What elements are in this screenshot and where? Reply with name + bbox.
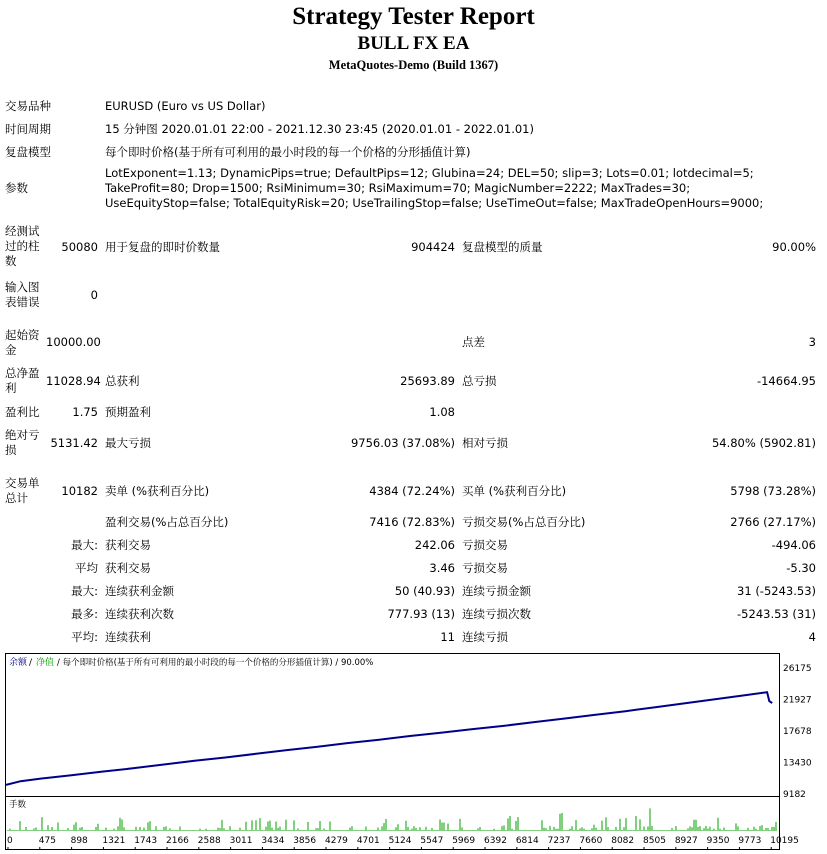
spread-label: 点差: [462, 335, 485, 349]
maximal-label: 最多:: [71, 607, 98, 621]
x-tick-label: 2166: [166, 836, 189, 846]
params-value: LotExponent=1.13; DynamicPips=true; DefaultPips=12; Glubina=24; DEL=50; slip=3; Lots=0.01; lotdecimal=5; TakeProfit=80; Drop=1500; RsiMinimum=30; RsiMaximum=70; MagicNumber=2222; MaxTrades=30; UseEquityStop=false; TotalEquityRisk=20; UseTrailingStop=false; UseTimeOut=false; MaxTradeOpenHours=9000;: [105, 166, 764, 210]
x-tick-label: 10195: [770, 836, 799, 846]
largest-profit-value: 242.06: [414, 538, 455, 552]
legend-equity: 净值: [36, 658, 55, 668]
avg-consecutive-wins-value: 11: [440, 630, 455, 644]
deposit-label: 起始资金: [5, 328, 40, 357]
max-consecutive-losses-label: 连续亏损金额: [462, 584, 531, 598]
net-profit-value: 11028.94: [46, 374, 101, 388]
balance-chart: [5, 653, 822, 850]
avg-consecutive-label: 平均:: [71, 630, 98, 644]
profit-trades-label: 盈利交易(%占总百分比): [105, 515, 229, 529]
average-loss-value: -5.30: [786, 561, 816, 575]
max-drawdown-value: 9756.03 (37.08%): [350, 436, 455, 450]
x-tick-label: 0: [7, 836, 13, 846]
y-tick-label: 9182: [783, 790, 806, 800]
x-tick-label: 5124: [388, 836, 412, 846]
profit-factor-label: 盈利比: [5, 405, 40, 419]
long-positions-label: 买单 (%获利百分比): [462, 484, 567, 498]
symbol-value: EURUSD (Euro vs US Dollar): [105, 99, 266, 113]
x-tick-label: 4701: [356, 836, 380, 846]
profit-trades-value: 7416 (72.83%): [369, 515, 455, 529]
y-tick-label: 17678: [783, 727, 812, 737]
x-tick-label: 6814: [515, 836, 539, 846]
x-tick-label: 475: [38, 836, 56, 846]
average-loss-label: 亏损交易: [462, 561, 508, 575]
max-consecutive-wins-value: 50 (40.93): [394, 584, 455, 598]
quality-value: 90.00%: [772, 240, 816, 254]
x-tick-label: 1743: [134, 836, 158, 846]
maximum-label: 最大:: [71, 584, 98, 598]
x-tick-label: 8505: [643, 836, 666, 846]
avg-consecutive-losses-label: 连续亏损: [462, 630, 508, 644]
errors-value: 0: [90, 288, 98, 302]
loss-trades-value: 2766 (27.17%): [730, 515, 816, 529]
profit-factor-value: 1.75: [72, 405, 98, 419]
net-profit-label: 总净盈利: [5, 366, 40, 395]
gross-profit-value: 25693.89: [400, 374, 455, 388]
relative-drawdown-label: 相对亏损: [462, 436, 508, 450]
x-tick-label: 1321: [102, 836, 126, 846]
x-tick-label: 3856: [293, 836, 317, 846]
short-positions-value: 4384 (72.24%): [369, 484, 455, 498]
bars-label: 经测试过的柱数: [5, 224, 40, 268]
y-tick-label: 21927: [783, 695, 812, 706]
x-tick-label: 3011: [229, 836, 253, 846]
period-label: 时间周期: [5, 122, 51, 136]
server-build: MetaQuotes-Demo (Build 1367): [328, 58, 499, 72]
deposit-value: 10000.00: [46, 335, 101, 349]
maximal-consecutive-profit-label: 连续获利次数: [105, 607, 174, 621]
x-tick-label: 4279: [325, 836, 348, 846]
x-tick-label: 898: [70, 836, 88, 846]
x-tick-label: 8927: [674, 836, 698, 846]
report-title: Strategy Tester Report: [292, 3, 535, 30]
ticks-value: 904424: [411, 240, 455, 254]
max-consecutive-wins-label: 连续获利金额: [105, 584, 174, 598]
largest-loss-label: 亏损交易: [462, 538, 508, 552]
x-tick-label: 5547: [420, 836, 444, 846]
largest-loss-value: -494.06: [771, 538, 816, 552]
max-consecutive-losses-value: 31 (-5243.53): [737, 584, 816, 598]
legend-balance: 余额: [9, 658, 28, 668]
x-tick-label: 8082: [611, 836, 635, 846]
errors-label: 输入图表错误: [5, 280, 40, 309]
bars-value: 50080: [61, 240, 98, 254]
average-profit-value: 3.46: [429, 561, 455, 575]
x-tick-label: 9773: [738, 836, 762, 846]
x-tick-label: 3434: [261, 836, 285, 846]
absolute-drawdown-value: 5131.42: [50, 436, 98, 450]
y-tick-label: 26175: [783, 664, 812, 674]
symbol-label: 交易品种: [5, 99, 51, 113]
y-axis: [783, 664, 812, 800]
expected-payoff-value: 1.08: [429, 405, 455, 419]
quality-label: 复盘模型的质量: [462, 240, 543, 254]
x-tick-label: 7237: [547, 836, 571, 846]
period-value: 15 分钟图 2020.01.01 22:00 - 2021.12.30 23:45 (2020.01.01 - 2022.01.01): [105, 122, 534, 136]
absolute-drawdown-label: 绝对亏损: [5, 428, 40, 457]
ticks-label: 用于复盘的即时价数量: [105, 240, 220, 254]
model-value: 每个即时价格(基于所有可利用的最小时段的每一个价格的分形插值计算): [105, 145, 471, 159]
gross-loss-label: 总亏损: [462, 374, 497, 388]
x-tick-label: 6392: [484, 836, 507, 846]
total-trades-label: 交易单总计: [5, 476, 40, 505]
legend-separator: /: [29, 658, 33, 668]
long-positions-value: 5798 (73.28%): [730, 484, 816, 498]
volume-label: 手数: [9, 800, 27, 810]
average-label: 平均: [75, 561, 98, 575]
expected-payoff-label: 预期盈利: [105, 405, 151, 419]
maximal-consecutive-profit-value: 777.93 (13): [387, 607, 455, 621]
largest-profit-label: 获利交易: [105, 538, 151, 552]
loss-trades-label: 亏损交易(%占总百分比): [462, 515, 586, 529]
largest-label: 最大:: [71, 538, 98, 552]
maximal-consecutive-loss-label: 连续亏损次数: [462, 607, 531, 621]
average-profit-label: 获利交易: [105, 561, 151, 575]
gross-profit-label: 总获利: [105, 374, 140, 388]
total-trades-value: 10182: [61, 484, 98, 498]
spread-value: 3: [808, 335, 816, 349]
maximal-consecutive-loss-value: -5243.53 (31): [737, 607, 816, 621]
short-positions-label: 卖单 (%获利百分比): [105, 484, 210, 498]
y-tick-label: 13430: [783, 758, 812, 769]
gross-loss-value: -14664.95: [756, 374, 816, 388]
x-tick-label: 2588: [197, 836, 221, 846]
model-label: 复盘模型: [5, 145, 51, 159]
max-drawdown-label: 最大亏损: [105, 436, 151, 450]
x-tick-label: 7660: [579, 836, 603, 846]
avg-consecutive-losses-value: 4: [808, 630, 816, 644]
avg-consecutive-wins-label: 连续获利: [105, 630, 151, 644]
params-label: 参数: [5, 181, 28, 195]
x-tick-label: 5969: [452, 836, 476, 846]
x-tick-label: 9350: [706, 836, 730, 846]
legend-model: / 每个即时价格(基于所有可利用的最小时段的每一个价格的分形插值计算) / 90.00%: [57, 658, 374, 668]
relative-drawdown-value: 54.80% (5902.81): [711, 436, 816, 450]
ea-name: BULL FX EA: [357, 33, 470, 54]
